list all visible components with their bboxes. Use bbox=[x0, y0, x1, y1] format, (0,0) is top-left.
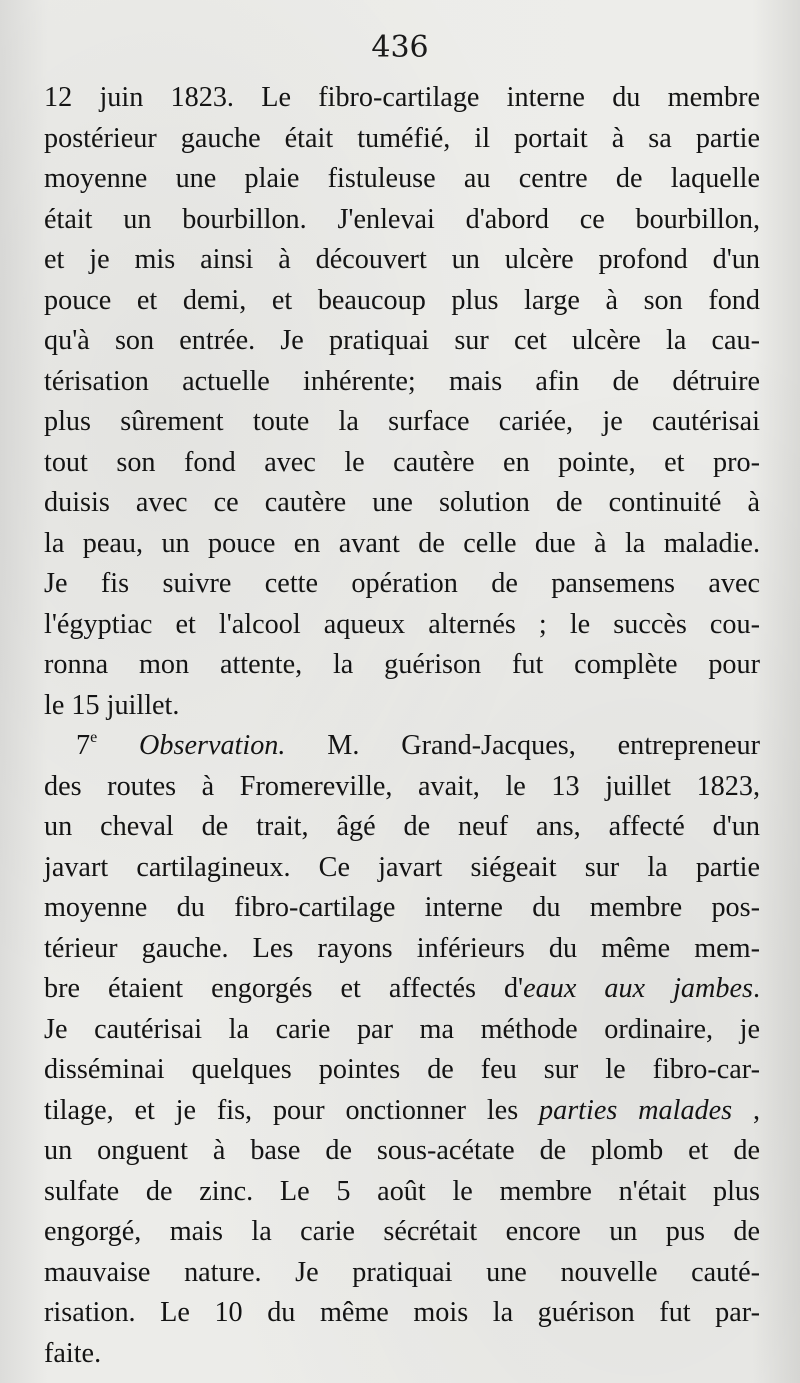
text-segment: bre étaient engorgés et affectés d' bbox=[44, 973, 524, 1004]
text-line: M. Grand-Jacques, entrepreneur bbox=[285, 730, 761, 761]
text-line: était un bourbillon. J'enlevai d'abord ce bourbillon, bbox=[44, 203, 760, 235]
text-line: pouce et demi, et beaucoup plus large à son fond bbox=[44, 284, 760, 316]
observation-heading-line bbox=[44, 726, 760, 767]
text-line: duisis avec ce cautère une solution de continuité à bbox=[44, 487, 760, 518]
page-number: 436 bbox=[371, 30, 429, 65]
text-line: un onguent à base de sous-acétate de plomb et de bbox=[44, 1135, 760, 1166]
text-line: sulfate de zinc. Le 5 août le membre n'était plus bbox=[44, 1175, 760, 1207]
text-line-with-italic bbox=[44, 969, 760, 1010]
text-line: faite. bbox=[44, 1337, 102, 1369]
text-line: moyenne une plaie fistuleuse au centre de laquelle bbox=[44, 163, 760, 194]
text-line: postérieur gauche était tuméfié, il portait à sa partie bbox=[44, 122, 760, 154]
observation-label: Observation. bbox=[139, 730, 286, 761]
text-segment: tilage, et je fis, pour onctionner les bbox=[44, 1094, 540, 1126]
text-line-with-italic bbox=[44, 1091, 760, 1132]
text-line: javart cartilagineux. Ce javart siégeait sur la partie bbox=[44, 851, 760, 883]
body-text bbox=[44, 78, 760, 1374]
text-line: des routes à Fromereville, avait, le 13 juillet 1823, bbox=[44, 770, 760, 802]
text-line: le 15 juillet. bbox=[44, 689, 180, 721]
text-line: et je mis ainsi à découvert un ulcère profond d'un bbox=[44, 244, 760, 275]
text-line: moyenne du fibro-cartilage interne du membre pos- bbox=[44, 892, 760, 923]
text-line: térieur gauche. Les rayons inférieurs du même mem- bbox=[44, 932, 760, 964]
text-line: Je cautérisai la carie par ma méthode ordinaire, je bbox=[44, 1013, 760, 1045]
text-line: mauvaise nature. Je pratiquai une nouvelle cauté- bbox=[44, 1256, 760, 1288]
paragraph-1 bbox=[44, 78, 760, 726]
text-line: tout son fond avec le cautère en pointe, et pro- bbox=[44, 446, 760, 478]
text-line: disséminai quelques pointes de feu sur le fibro-car- bbox=[44, 1054, 760, 1085]
punctuation: , bbox=[752, 1094, 760, 1126]
observation-superscript: e bbox=[90, 729, 98, 746]
punctuation: . bbox=[752, 973, 760, 1004]
text-line: un cheval de trait, âgé de neuf ans, affecté d'un bbox=[44, 811, 760, 842]
text-line: ronna mon attente, la guérison fut complète pour bbox=[44, 649, 760, 680]
text-line: l'égyptiac et l'alcool aqueux alternés ; le succès cou- bbox=[44, 608, 760, 640]
italic-phrase: parties malades bbox=[539, 1094, 733, 1126]
paragraph-2 bbox=[44, 726, 760, 1374]
italic-phrase: eaux aux jambes bbox=[523, 973, 753, 1004]
text-line: térisation actuelle inhérente; mais afin de détruire bbox=[44, 365, 760, 397]
text-line: 12 juin 1823. Le fibro-cartilage interne du membre bbox=[44, 82, 760, 113]
text-line: qu'à son entrée. Je pratiquai sur cet ulcère la cau- bbox=[44, 325, 760, 356]
text-line: engorgé, mais la carie sécrétait encore un pus de bbox=[44, 1216, 760, 1247]
text-line: Je fis suivre cette opération de pansemens avec bbox=[44, 568, 760, 599]
text-line: plus sûrement toute la surface cariée, je cautérisai bbox=[44, 406, 760, 437]
text-line: la peau, un pouce en avant de celle due à la maladie. bbox=[44, 527, 760, 559]
text-line: risation. Le 10 du même mois la guérison fut par- bbox=[44, 1297, 760, 1328]
observation-number: 7 bbox=[76, 730, 91, 761]
